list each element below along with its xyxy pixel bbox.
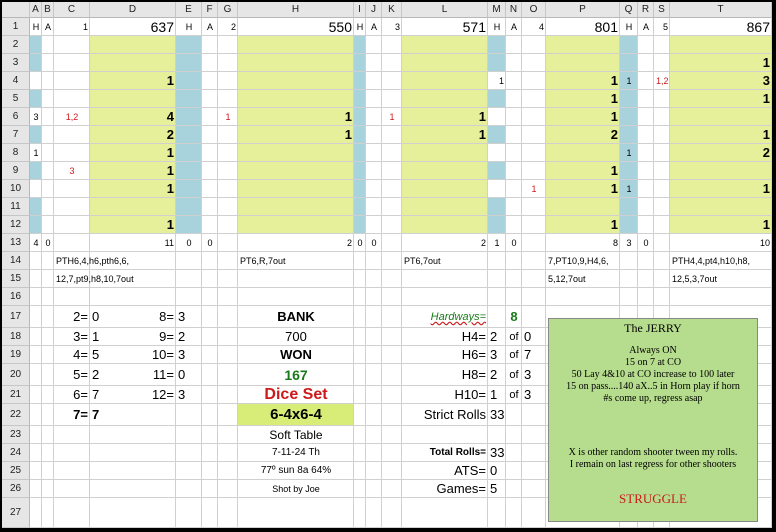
cell-d9[interactable]: 1 xyxy=(166,163,174,178)
grid-line-v xyxy=(175,18,176,528)
row-header-13[interactable]: 13 xyxy=(2,234,30,252)
cell-m4[interactable]: 1 xyxy=(498,76,504,86)
games-label[interactable]: Games= xyxy=(436,481,486,496)
cell-k1[interactable]: 3 xyxy=(394,22,400,32)
ats-value[interactable]: 0 xyxy=(490,463,498,478)
hardways-total[interactable]: 8 xyxy=(510,309,518,324)
tally-label-3[interactable]: 3= xyxy=(73,329,88,344)
column-header-p[interactable]: P xyxy=(546,2,620,18)
cell-t5[interactable]: 1 xyxy=(762,91,770,106)
grid-line-v xyxy=(545,18,546,528)
cell-a6[interactable]: 3 xyxy=(33,112,39,122)
hardway-of-0[interactable]: of xyxy=(509,331,519,343)
cell-j13[interactable]: 0 xyxy=(371,238,377,248)
hardway-of-2[interactable]: of xyxy=(509,369,519,381)
won-value[interactable]: 167 xyxy=(284,367,308,383)
cell-p10[interactable]: 1 xyxy=(610,181,618,196)
hardway-made-2[interactable]: 2 xyxy=(490,367,498,382)
grid-line-v xyxy=(41,18,42,528)
row-header-19[interactable]: 19 xyxy=(2,346,30,364)
row-header-16[interactable]: 16 xyxy=(2,288,30,306)
cell-d10[interactable]: 1 xyxy=(166,181,174,196)
dice-set-value[interactable]: 6-4x6-4 xyxy=(270,406,322,423)
column-header-c[interactable]: C xyxy=(54,2,90,18)
cell-q8[interactable]: 1 xyxy=(626,148,632,158)
cell-p15[interactable]: 5,12,7out xyxy=(548,274,586,284)
cell-h6[interactable]: 1 xyxy=(344,109,352,124)
cell-a8[interactable]: 1 xyxy=(33,148,39,158)
hardway-label-2[interactable]: H8= xyxy=(461,367,486,382)
cell-c9[interactable]: 3 xyxy=(69,166,75,176)
total-rolls-label[interactable]: Total Rolls= xyxy=(429,447,486,458)
column-header-r[interactable]: R xyxy=(638,2,654,18)
row-header-10[interactable]: 10 xyxy=(2,180,30,198)
session-date[interactable]: 7-11-24 Th xyxy=(272,447,320,458)
tally-value-7[interactable]: 7 xyxy=(92,407,100,422)
cell-c6[interactable]: 1,2 xyxy=(65,112,79,122)
cell-t10[interactable]: 1 xyxy=(762,181,770,196)
table-type[interactable]: Soft Table xyxy=(269,428,323,442)
tally-label-11[interactable]: 11= xyxy=(152,367,174,382)
row-header-25[interactable]: 25 xyxy=(2,462,30,480)
tally-label-10[interactable]: 10= xyxy=(151,347,174,362)
grid-line-v xyxy=(381,18,382,528)
cell-r1[interactable]: A xyxy=(642,22,649,32)
column-header-e[interactable]: E xyxy=(176,2,202,18)
cell-p7[interactable]: 2 xyxy=(610,127,618,142)
column-header-n[interactable]: N xyxy=(506,2,522,18)
cell-m1[interactable]: H xyxy=(493,22,501,32)
tally-label-2[interactable]: 2= xyxy=(73,309,88,324)
grid-line-v xyxy=(401,18,402,528)
blue-col-q xyxy=(620,36,638,234)
tally-label-9[interactable]: 9= xyxy=(159,329,174,344)
cell-e1[interactable]: H xyxy=(185,22,193,32)
column-header-k[interactable]: K xyxy=(382,2,402,18)
dice-set-label[interactable]: Dice Set xyxy=(264,386,328,403)
grid-line-v xyxy=(201,18,202,528)
shooter-name[interactable]: Shot by Joe xyxy=(272,484,320,494)
tally-label-7[interactable]: 7= xyxy=(73,407,88,422)
row-header-15[interactable]: 15 xyxy=(2,270,30,288)
shooter-total-t[interactable]: 867 xyxy=(746,19,770,35)
row-header-24[interactable]: 24 xyxy=(2,444,30,462)
row-header-26[interactable]: 26 xyxy=(2,480,30,498)
grid-line-v xyxy=(237,18,238,528)
total-rolls-value[interactable]: 33 xyxy=(490,445,505,460)
cell-t14[interactable]: PTH4,4,pt4,h10,h8, xyxy=(672,256,751,266)
cell-f1[interactable]: A xyxy=(206,22,213,32)
column-header-b[interactable]: B xyxy=(42,2,54,18)
grid-line-v xyxy=(771,18,772,528)
row-header-6[interactable]: 6 xyxy=(2,108,30,126)
column-header-o[interactable]: O xyxy=(522,2,546,18)
cell-l7[interactable]: 1 xyxy=(478,127,486,142)
cell-p5[interactable]: 1 xyxy=(610,91,618,106)
row-header-9[interactable]: 9 xyxy=(2,162,30,180)
cell-d8[interactable]: 1 xyxy=(166,145,174,160)
row-header-7[interactable]: 7 xyxy=(2,126,30,144)
row-header-14[interactable]: 14 xyxy=(2,252,30,270)
cell-h7[interactable]: 1 xyxy=(344,127,352,142)
tally-value-8[interactable]: 3 xyxy=(178,309,186,324)
row-header-2[interactable]: 2 xyxy=(2,36,30,54)
tally-value-11[interactable]: 0 xyxy=(178,367,186,382)
column-header-g[interactable]: G xyxy=(218,2,238,18)
shooter-total-l[interactable]: 571 xyxy=(462,19,486,35)
hardways-label[interactable]: Hardways= xyxy=(430,311,486,323)
tally-label-12[interactable]: 12= xyxy=(151,387,174,402)
tally-label-4[interactable]: 4= xyxy=(73,347,88,362)
strict-rolls-value[interactable]: 33 xyxy=(490,407,505,422)
tally-label-8[interactable]: 8= xyxy=(159,309,174,324)
jerry-status: STRUGGLE xyxy=(619,491,687,506)
column-header-d[interactable]: D xyxy=(90,2,176,18)
column-header-f[interactable]: F xyxy=(202,2,218,18)
cell-h13[interactable]: 2 xyxy=(346,238,352,248)
cell-n1[interactable]: A xyxy=(510,22,517,32)
row-header-11[interactable]: 11 xyxy=(2,198,30,216)
cell-t13[interactable]: 10 xyxy=(759,238,770,248)
hardway-total-3[interactable]: 3 xyxy=(524,387,532,402)
spreadsheet[interactable] xyxy=(2,2,772,528)
row-header-4[interactable]: 4 xyxy=(2,72,30,90)
cell-q1[interactable]: H xyxy=(625,22,633,32)
cell-t12[interactable]: 1 xyxy=(762,217,770,232)
hardway-total-1[interactable]: 7 xyxy=(524,347,532,362)
tally-value-4[interactable]: 5 xyxy=(92,347,100,362)
bank-label[interactable]: BANK xyxy=(277,309,315,324)
cell-g1[interactable]: 2 xyxy=(230,22,236,32)
cell-t7[interactable]: 1 xyxy=(762,127,770,142)
cell-k6[interactable]: 1 xyxy=(389,112,395,122)
jerry-note-2: I remain on last regress for other shooters xyxy=(569,459,737,470)
column-header-a[interactable]: A xyxy=(30,2,42,18)
blue-stripe-m11 xyxy=(488,198,506,216)
cell-j1[interactable]: A xyxy=(370,22,377,32)
cell-q4[interactable]: 1 xyxy=(626,76,632,86)
column-header-i[interactable]: I xyxy=(354,2,366,18)
cell-c1[interactable]: 1 xyxy=(82,22,88,32)
row-header-23[interactable]: 23 xyxy=(2,426,30,444)
cell-c15[interactable]: 12,7,pt9,h8,10,7out xyxy=(56,274,134,284)
tally-value-5[interactable]: 2 xyxy=(92,367,100,382)
cell-g6[interactable]: 1 xyxy=(225,112,231,122)
cell-t3[interactable]: 1 xyxy=(762,55,770,70)
cell-t8[interactable]: 2 xyxy=(762,145,770,160)
jerry-line-3: 50 Lay 4&10 at CO increase to 100 later xyxy=(571,369,735,380)
column-header-h[interactable]: H xyxy=(238,2,354,18)
column-header-j[interactable]: J xyxy=(366,2,382,18)
cell-s4[interactable]: 1,2 xyxy=(656,76,669,86)
hardway-label-3[interactable]: H10= xyxy=(454,387,486,402)
cell-p13[interactable]: 8 xyxy=(612,238,618,248)
cell-d12[interactable]: 1 xyxy=(166,217,174,232)
tally-value-6[interactable]: 7 xyxy=(92,387,100,402)
strict-rolls-label[interactable]: Strict Rolls xyxy=(423,407,486,422)
grid-line-v xyxy=(521,18,522,528)
blue-stripe-m2 xyxy=(488,36,506,54)
blue-stripe-m12 xyxy=(488,216,506,234)
cell-s1[interactable]: 5 xyxy=(662,22,668,32)
row-header-22[interactable]: 22 xyxy=(2,404,30,426)
blue-col-e xyxy=(176,36,202,234)
cell-o10[interactable]: 1 xyxy=(531,184,537,194)
row-header-3[interactable]: 3 xyxy=(2,54,30,72)
tally-value-9[interactable]: 2 xyxy=(178,329,186,344)
hardway-label-1[interactable]: H6= xyxy=(461,347,486,362)
hardway-total-2[interactable]: 3 xyxy=(524,367,532,382)
grid-line-v xyxy=(217,18,218,528)
cell-p12[interactable]: 1 xyxy=(610,217,618,232)
cell-q13[interactable]: 3 xyxy=(626,238,632,248)
cell-n13[interactable]: 0 xyxy=(511,238,517,248)
cell-a1[interactable]: H xyxy=(32,22,40,32)
jerry-line-1: Always ON xyxy=(629,345,677,356)
jerry-title: The JERRY xyxy=(624,321,682,335)
jerry-line-5: #s come up, regress asap xyxy=(603,393,703,404)
jerry-line-4: 15 on pass....140 aX..5 in Horn play if horn xyxy=(566,381,740,392)
tally-value-12[interactable]: 3 xyxy=(178,387,186,402)
weather[interactable]: 77º sun 8a 64% xyxy=(260,465,332,476)
column-header-s[interactable]: S xyxy=(654,2,670,18)
cell-p14[interactable]: 7,PT10,9,H4,6, xyxy=(548,256,609,266)
hardway-made-3[interactable]: 1 xyxy=(490,387,498,402)
row-header-1[interactable]: 1 xyxy=(2,18,30,36)
cell-p4[interactable]: 1 xyxy=(610,73,618,88)
cell-t4[interactable]: 3 xyxy=(762,73,770,88)
row-header-21[interactable]: 21 xyxy=(2,386,30,404)
cell-l13[interactable]: 2 xyxy=(480,238,486,248)
cell-p9[interactable]: 1 xyxy=(610,163,618,178)
row-header-12[interactable]: 12 xyxy=(2,216,30,234)
hardway-made-1[interactable]: 3 xyxy=(490,347,498,362)
ats-label[interactable]: ATS= xyxy=(454,463,486,478)
grid-line-h xyxy=(30,527,772,528)
tally-value-3[interactable]: 1 xyxy=(92,329,100,344)
cell-r13[interactable]: 0 xyxy=(643,238,649,248)
cell-d6[interactable]: 4 xyxy=(166,109,174,124)
jerry-line-2: 15 on 7 at CO xyxy=(624,357,682,368)
cell-a13[interactable]: 4 xyxy=(33,238,39,248)
cell-d7[interactable]: 2 xyxy=(166,127,174,142)
cell-c14[interactable]: PTH6,4,h6,pth6,6, xyxy=(56,256,130,266)
select-all-corner[interactable] xyxy=(2,2,30,18)
row-header-17[interactable]: 17 xyxy=(2,306,30,328)
jerry-strategy-box xyxy=(548,318,758,522)
blue-stripe-m7 xyxy=(488,126,506,144)
cell-o1[interactable]: 4 xyxy=(538,22,544,32)
hardway-of-3[interactable]: of xyxy=(509,389,519,401)
cell-f13[interactable]: 0 xyxy=(207,238,213,248)
cell-i1[interactable]: H xyxy=(356,22,364,32)
grid-line-v xyxy=(53,18,54,528)
cell-h14[interactable]: PT6,R,7out xyxy=(240,256,286,266)
shooter-total-h[interactable]: 550 xyxy=(328,19,352,35)
cell-t15[interactable]: 12,5,3,7out xyxy=(672,274,718,284)
grid-line-v xyxy=(365,18,366,528)
cell-b1[interactable]: A xyxy=(44,22,51,32)
grid-line-v xyxy=(487,18,488,528)
tally-label-6[interactable]: 6= xyxy=(73,387,88,402)
cell-b13[interactable]: 0 xyxy=(45,238,51,248)
row-header-27[interactable]: 27 xyxy=(2,498,30,528)
column-header-q[interactable]: Q xyxy=(620,2,638,18)
cell-i13[interactable]: 0 xyxy=(357,238,363,248)
shooter-total-p[interactable]: 801 xyxy=(594,19,618,35)
won-label[interactable]: WON xyxy=(280,347,312,362)
blue-stripe-m5 xyxy=(488,90,506,108)
blue-stripe-m9 xyxy=(488,162,506,180)
cell-q10[interactable]: 1 xyxy=(626,184,632,194)
row-header-8[interactable]: 8 xyxy=(2,144,30,162)
tally-value-2[interactable]: 0 xyxy=(92,309,100,324)
hardway-made-0[interactable]: 2 xyxy=(490,329,498,344)
hardway-total-0[interactable]: 0 xyxy=(524,329,532,344)
cell-m13[interactable]: 1 xyxy=(494,238,500,248)
grid-line-h xyxy=(30,53,772,54)
grid-line-v xyxy=(353,18,354,528)
column-header-l[interactable]: L xyxy=(402,2,488,18)
cell-l14[interactable]: PT6,7out xyxy=(404,256,441,266)
column-header-m[interactable]: M xyxy=(488,2,506,18)
row-header-20[interactable]: 20 xyxy=(2,364,30,386)
cell-l6[interactable]: 1 xyxy=(478,109,486,124)
grid-line-v xyxy=(505,18,506,528)
games-value[interactable]: 5 xyxy=(490,481,498,496)
jerry-note-1: X is other random shooter tween my rolls. xyxy=(568,447,738,458)
tally-value-10[interactable]: 3 xyxy=(178,347,186,362)
row-header-5[interactable]: 5 xyxy=(2,90,30,108)
hardway-of-1[interactable]: of xyxy=(509,349,519,361)
column-header-t[interactable]: T xyxy=(670,2,772,18)
hardway-label-0[interactable]: H4= xyxy=(461,329,486,344)
row-header-18[interactable]: 18 xyxy=(2,328,30,346)
blue-stripe-m3 xyxy=(488,54,506,72)
cell-e13[interactable]: 0 xyxy=(186,238,192,248)
tally-label-5[interactable]: 5= xyxy=(73,367,88,382)
cell-d13[interactable]: 11 xyxy=(164,238,174,248)
cell-p6[interactable]: 1 xyxy=(610,109,618,124)
cell-d4[interactable]: 1 xyxy=(166,73,174,88)
shooter-total-d[interactable]: 637 xyxy=(150,19,174,35)
bank-value[interactable]: 700 xyxy=(285,329,307,344)
